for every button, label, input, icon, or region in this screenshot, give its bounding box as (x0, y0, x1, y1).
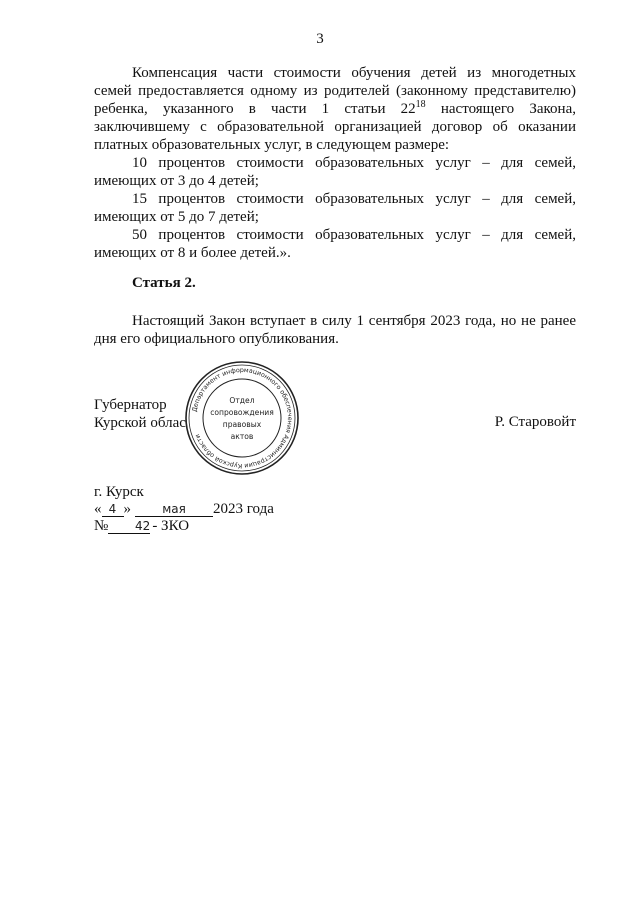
stamp-center-line: правовых (222, 420, 262, 429)
intro-text-continued: настоящего Закона, заключившему с образовательной организацией договор об оказании платных образовательных услуг, в следующем размере: (94, 101, 576, 153)
superscript-18: 18 (415, 99, 426, 110)
article-2-text-block (94, 312, 576, 348)
stamp-center-line: сопровождения (210, 408, 274, 417)
page-number: 3 (316, 31, 324, 47)
place-and-date-block (94, 484, 274, 535)
quote-close: » (123, 501, 131, 517)
list-item: 10 процентов стоимости образовательных услуг – для семей, имеющих от 3 до 4 детей; (94, 155, 576, 189)
signatory-position (94, 396, 186, 432)
law-number: 42 (108, 519, 150, 534)
stamp-center-line: Отдел (229, 396, 255, 405)
article-1-amendment-text (94, 64, 576, 262)
quote-open: « (94, 501, 102, 517)
stamp-ring-text: Департамент информационного обеспечения Администрации Курской области (191, 366, 294, 470)
list-item: 50 процентов стоимости образовательных услуг – для семей, имеющих от 8 и более детей.». (94, 227, 576, 261)
signatory-title: Губернатор (94, 397, 167, 413)
signatory-region: Курской облас (94, 415, 186, 431)
stamp-center-line: актов (230, 432, 254, 441)
date-day: 4 (102, 502, 124, 517)
city: г. Курск (94, 484, 144, 500)
official-stamp (184, 360, 300, 476)
intro-text: Компенсация части стоимости обучения детей из многодетных семей предоставляется одному из родителей (законному представителю) ребенка, указанного в части 1 статьи 22 (94, 65, 576, 117)
law-number-line (94, 518, 274, 535)
number-sign: № (94, 518, 109, 534)
date-line (94, 501, 274, 518)
article-2-heading: Статья 2. (132, 275, 196, 291)
date-year: 2023 года (213, 501, 274, 517)
article-2-text: Настоящий Закон вступает в силу 1 сентября 2023 года, но не ранее дня его официального опубликования. (94, 313, 576, 347)
date-month: мая (135, 502, 213, 517)
law-number-suffix: - ЗКО (152, 518, 190, 534)
list-item: 15 процентов стоимости образовательных услуг – для семей, имеющих от 5 до 7 детей; (94, 191, 576, 225)
intro-paragraph (94, 64, 576, 154)
signatory-name: Р. Старовойт (494, 414, 576, 430)
